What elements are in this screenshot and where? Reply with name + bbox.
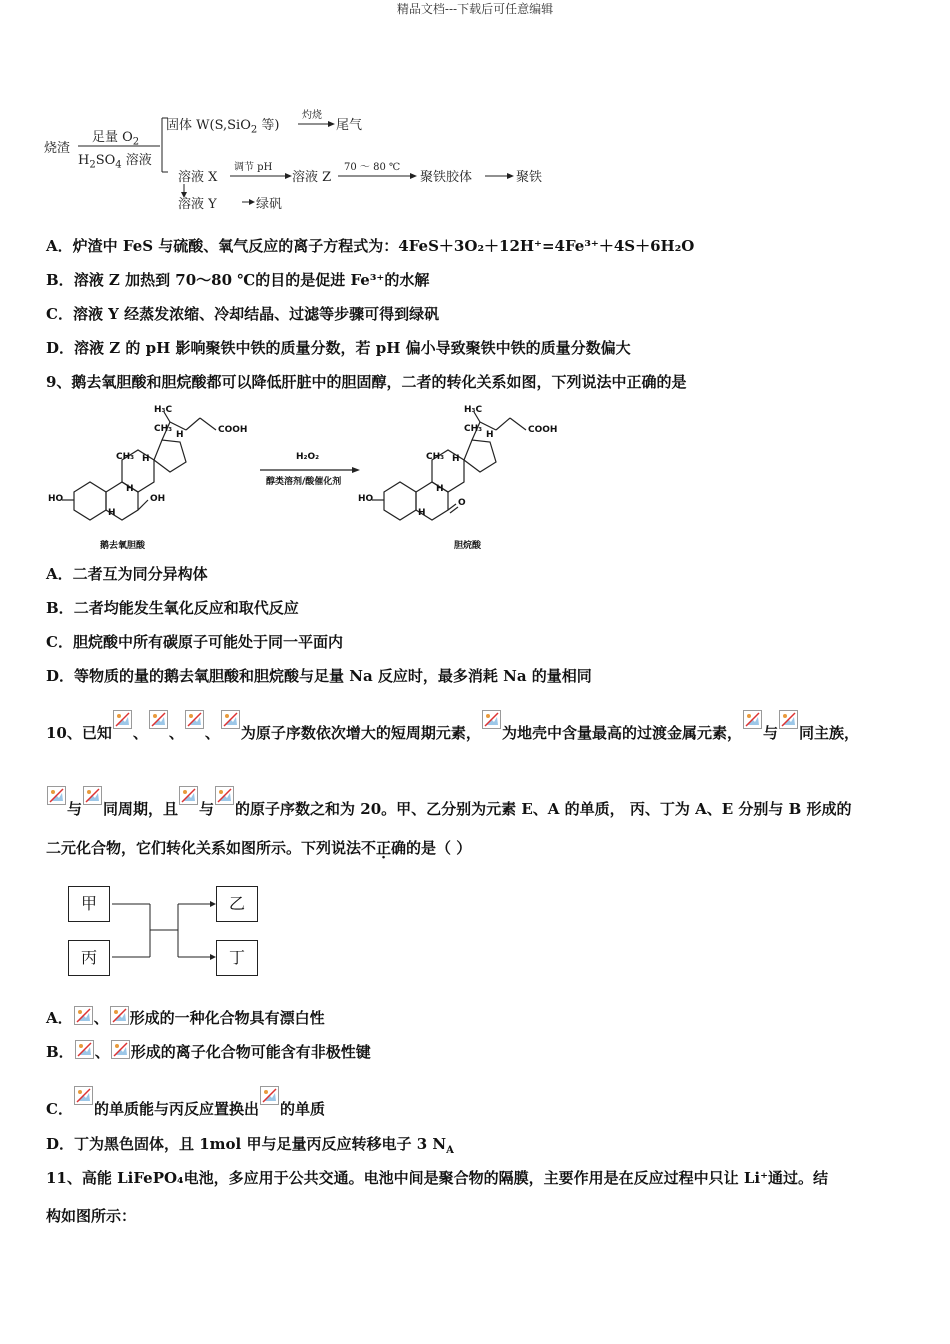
mol2-label-h1: H <box>452 454 460 464</box>
q10-line2: 与 同周期，且 与 的原子序数之和为 20。甲、乙分别为元素 E、A 的单质， 丙、丁为 A、E 分别与 B 形成的 <box>46 786 852 819</box>
reagent-bottom: 醇类溶剂/酸催化剂 <box>266 477 342 487</box>
mol1-label-ho: HO <box>48 494 64 504</box>
mol2-label-ch3-top: CH₃ <box>464 424 483 434</box>
q9-stem: 9、鹅去氧胆酸和胆烷酸都可以降低肝脏中的胆固醇，二者的转化关系如图，下列说法中正确的是 <box>46 373 687 391</box>
broken-image-icon <box>83 786 102 805</box>
mol1-label-h4: H <box>108 508 116 518</box>
q8-option-d: D．溶液 Z 的 pH 影响聚铁中铁的质量分数，若 pH 偏小导致聚铁中铁的质量分数偏大 <box>46 339 631 357</box>
broken-image-icon <box>75 1040 94 1059</box>
flow-adjust-ph: 调节 pH <box>234 162 273 173</box>
page-header: 精品文档---下载后可任意编辑 <box>396 2 554 16</box>
q10-option-b: B． 、 形成的离子化合物可能含有非极性键 <box>46 1040 371 1062</box>
broken-image-icon <box>779 710 798 729</box>
broken-image-icon <box>111 1040 130 1059</box>
flow-solid-w: 固体 W(S,SiO$_2$ 等) <box>166 118 280 136</box>
q8-option-b: B．溶液 Z 加热到 70～80 ℃的目的是促进 Fe³⁺的水解 <box>46 271 430 289</box>
q10-option-a: A． 、 形成的一种化合物具有漂白性 <box>46 1006 325 1028</box>
mol1-label-h2: H <box>176 430 184 440</box>
mol1-label-oh: OH <box>150 494 166 504</box>
q9-reaction-scheme <box>46 400 586 560</box>
broken-image-icon <box>110 1006 129 1025</box>
broken-image-icon <box>74 1086 93 1105</box>
process-flow-diagram <box>40 100 560 215</box>
flow-solution-x: 溶液 X <box>178 170 218 185</box>
flow-reagent-top: 足量 $O_2$ <box>92 130 140 148</box>
broken-image-icon <box>74 1006 93 1025</box>
q9-option-d: D．等物质的量的鹅去氧胆酸和胆烷酸与足量 Na 反应时，最多消耗 Na 的量相同 <box>46 667 592 685</box>
flow-temp-label: 70 ～ 80 ℃ <box>344 162 401 173</box>
mol1-label-h1: H <box>142 454 150 464</box>
q11-line1: 11、高能 LiFePO₄电池，多应用于公共交通。电池中间是聚合物的隔膜，主要作用是在反应过程中只让 Li⁺通过。结 <box>46 1169 829 1187</box>
q10-option-c: C． 的单质能与丙反应置换出 的单质 <box>46 1086 325 1119</box>
broken-image-icon <box>179 786 198 805</box>
q8-option-c: C．溶液 Y 经蒸发浓缩、冷却结晶、过滤等步骤可得到绿矾 <box>46 305 440 323</box>
box-ding: 丁 <box>216 940 258 976</box>
box-yi: 乙 <box>216 886 258 922</box>
flow-burn-label: 灼烧 <box>302 110 322 121</box>
mol2-label-o: O <box>458 498 466 508</box>
q10-relation-diagram <box>60 880 270 980</box>
q9-option-c: C．胆烷酸中所有碳原子可能处于同一平面内 <box>46 633 343 651</box>
broken-image-icon <box>260 1086 279 1105</box>
emphasis-text: 不正确 <box>361 839 407 857</box>
broken-image-icon <box>482 710 501 729</box>
broken-image-icon <box>743 710 762 729</box>
mol1-label-h3: H <box>126 484 134 494</box>
q9-option-a: A．二者互为同分异构体 <box>46 565 208 583</box>
mol1-label-ch3-top: CH₃ <box>154 424 173 434</box>
flow-green-vitriol: 绿矾 <box>256 197 283 212</box>
mol1-label-cooh: COOH <box>218 425 248 435</box>
mol1-label-h3c: H₃C <box>154 405 173 415</box>
mol2-label-h4: H <box>418 508 426 518</box>
box-bing: 丙 <box>68 940 110 976</box>
q10-line1: 10、已知 、 、 、 为原子序数依次增大的短周期元素， 为地壳中含量最高的过渡金属元素， 与 同主族， <box>46 710 859 743</box>
mol2-label-ho: HO <box>358 494 374 504</box>
mol2-name: 胆烷酸 <box>454 541 482 551</box>
broken-image-icon <box>149 710 168 729</box>
mol2-label-cooh: COOH <box>528 425 558 435</box>
mol1-name: 鹅去氧胆酸 <box>100 541 146 551</box>
broken-image-icon <box>47 786 66 805</box>
mol2-label-h3c: H₃C <box>464 405 483 415</box>
flow-start: 烧渣 <box>44 141 71 156</box>
box-jia: 甲 <box>68 886 110 922</box>
mol2-label-h2: H <box>486 430 494 440</box>
q9-option-b: B．二者均能发生氧化反应和取代反应 <box>46 599 299 617</box>
q10-option-d: D．丁为黑色固体，且 1mol 甲与足量丙反应转移电子 3 $N_A$ <box>46 1135 454 1156</box>
broken-image-icon <box>215 786 234 805</box>
broken-image-icon <box>113 710 132 729</box>
mol1-label-ch3: CH₃ <box>116 452 135 462</box>
q10-line3: 二元化合物，它们转化关系如图所示。下列说法不正确的是（ ） <box>46 839 472 857</box>
broken-image-icon <box>185 710 204 729</box>
q11-line2: 构如图所示： <box>46 1207 137 1225</box>
flow-colloid: 聚铁胶体 <box>420 170 473 185</box>
flow-reagent-bottom: $H_2SO_4$ 溶液 <box>78 153 152 171</box>
mol2-label-h3: H <box>436 484 444 494</box>
flow-tail-gas: 尾气 <box>336 118 363 133</box>
broken-image-icon <box>221 710 240 729</box>
flow-polyiron: 聚铁 <box>516 170 543 185</box>
reagent-top: H₂O₂ <box>296 452 320 462</box>
flow-solution-y: 溶液 Y <box>178 197 217 212</box>
flow-solution-z: 溶液 Z <box>292 170 332 185</box>
mol2-label-ch3: CH₃ <box>426 452 445 462</box>
q8-option-a: A．炉渣中 FeS 与硫酸、氧气反应的离子方程式为：4FeS＋3O₂＋12H⁺=4Fe³⁺＋4S＋6H₂O <box>46 237 695 255</box>
